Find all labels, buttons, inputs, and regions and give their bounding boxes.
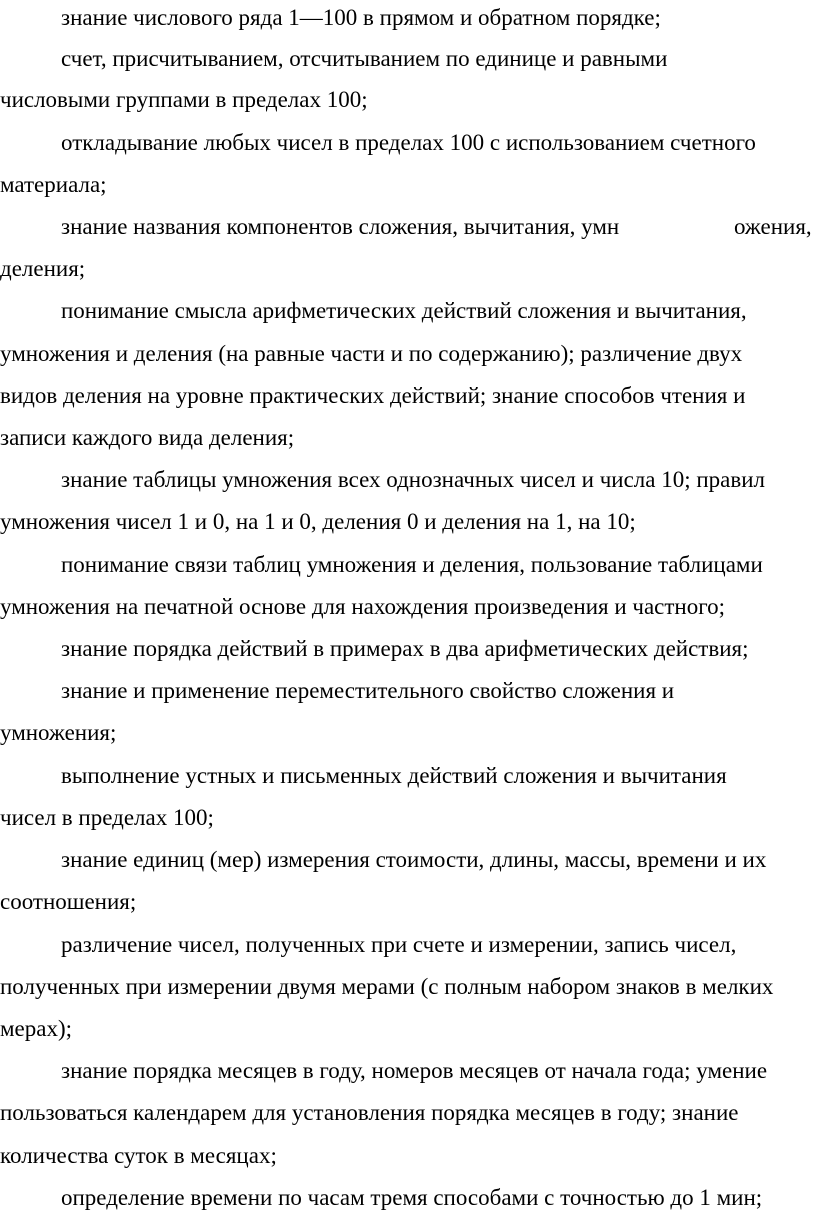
text-line: понимание связи таблиц умножения и деления, пользование таблицами	[61, 552, 763, 577]
text-line: знание и применение переместительного свойство сложения и	[61, 678, 675, 703]
text-line: знание названия компонентов сложения, вычитания, умн	[61, 214, 620, 239]
text-line: откладывание любых чисел в пределах 100 с использованием счетного	[61, 130, 756, 155]
text-line: выполнение устных и письменных действий сложения и вычитания	[61, 763, 727, 788]
text-line: умножения;	[0, 720, 117, 745]
text-line: счет, присчитыванием, отсчитыванием по единице и равными	[61, 46, 668, 71]
text-line: записи каждого вида деления;	[0, 425, 295, 450]
text-line: умножения на печатной основе для нахождения произведения и частного;	[0, 594, 725, 619]
text-line: видов деления на уровне практических действий; знание способов чтения и	[0, 383, 746, 408]
text-line: соотношения;	[0, 889, 137, 914]
text-line: знание единиц (мер) измерения стоимости, длины, массы, времени и их	[61, 847, 767, 872]
text-line: числовыми группами в пределах 100;	[0, 87, 368, 112]
text-line: умножения и деления (на равные части и по содержанию); различение двух	[0, 341, 743, 366]
text-line: полученных при измерении двумя мерами (с полным набором знаков в мелких	[0, 974, 774, 999]
text-line: количества суток в месяцах;	[0, 1143, 277, 1168]
text-line: знание порядка действий в примерах в два арифметических действия;	[61, 636, 749, 661]
text-line-fragment: ожения,	[734, 214, 812, 239]
text-line: определение времени по часам тремя способами с точностью до 1 мин;	[61, 1185, 763, 1210]
text-line: знание числового ряда 1—100 в прямом и обратном порядке;	[61, 5, 661, 30]
text-line: материала;	[0, 172, 107, 197]
text-line: понимание смысла арифметических действий сложения и вычитания,	[61, 298, 747, 323]
text-line: пользоваться календарем для установления порядка месяцев в году; знание	[0, 1100, 739, 1125]
text-line: знание таблицы умножения всех однозначных чисел и числа 10; правил	[61, 467, 766, 492]
text-line: знание порядка месяцев в году, номеров месяцев от начала года; умение	[61, 1058, 768, 1083]
text-line: мерах);	[0, 1016, 73, 1041]
text-line: умножения чисел 1 и 0, на 1 и 0, деления 0 и деления на 1, на 10;	[0, 509, 636, 534]
text-line: чисел в пределах 100;	[0, 805, 214, 830]
text-line: различение чисел, полученных при счете и измерении, запись чисел,	[61, 932, 737, 957]
text-line: деления;	[0, 256, 86, 281]
